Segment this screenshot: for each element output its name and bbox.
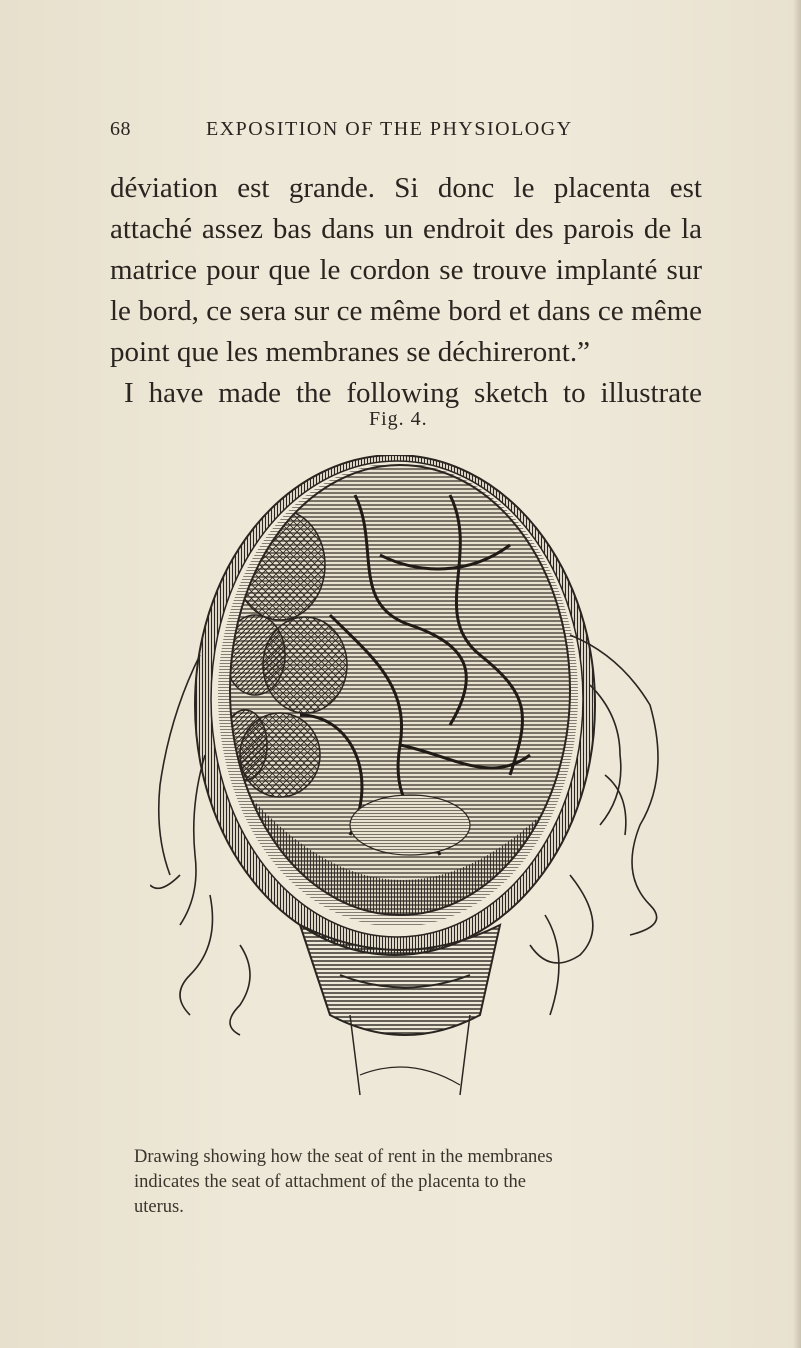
text-line: le bord, ce sera sur ce même bord et dans ce même bbox=[110, 295, 702, 327]
page-number: 68 bbox=[110, 118, 131, 140]
text-line: matrice pour que le cordon se trouve implanté sur bbox=[110, 254, 702, 286]
text-line: attaché assez bas dans un endroit des parois de la bbox=[110, 213, 702, 245]
text-line: déviation est grande. Si donc le placenta est bbox=[110, 172, 702, 204]
caption-line: Drawing showing how the seat of rent in the membranes bbox=[134, 1147, 553, 1167]
caption-line: indicates the seat of attachment of the placenta to the bbox=[134, 1172, 526, 1192]
caption-line: uterus. bbox=[134, 1197, 184, 1217]
text-line: I have made the following sketch to illustrate bbox=[124, 377, 702, 409]
figure-label: Fig. 4. bbox=[369, 408, 428, 430]
anatomical-illustration bbox=[150, 455, 680, 1125]
running-head bbox=[110, 118, 700, 142]
page-edge-shadow bbox=[793, 0, 801, 1348]
body-paragraph bbox=[110, 168, 702, 414]
running-head-title: EXPOSITION OF THE PHYSIOLOGY bbox=[206, 118, 573, 140]
text-line: point que les membranes se déchireront.” bbox=[110, 336, 590, 368]
figure-caption bbox=[134, 1145, 674, 1220]
